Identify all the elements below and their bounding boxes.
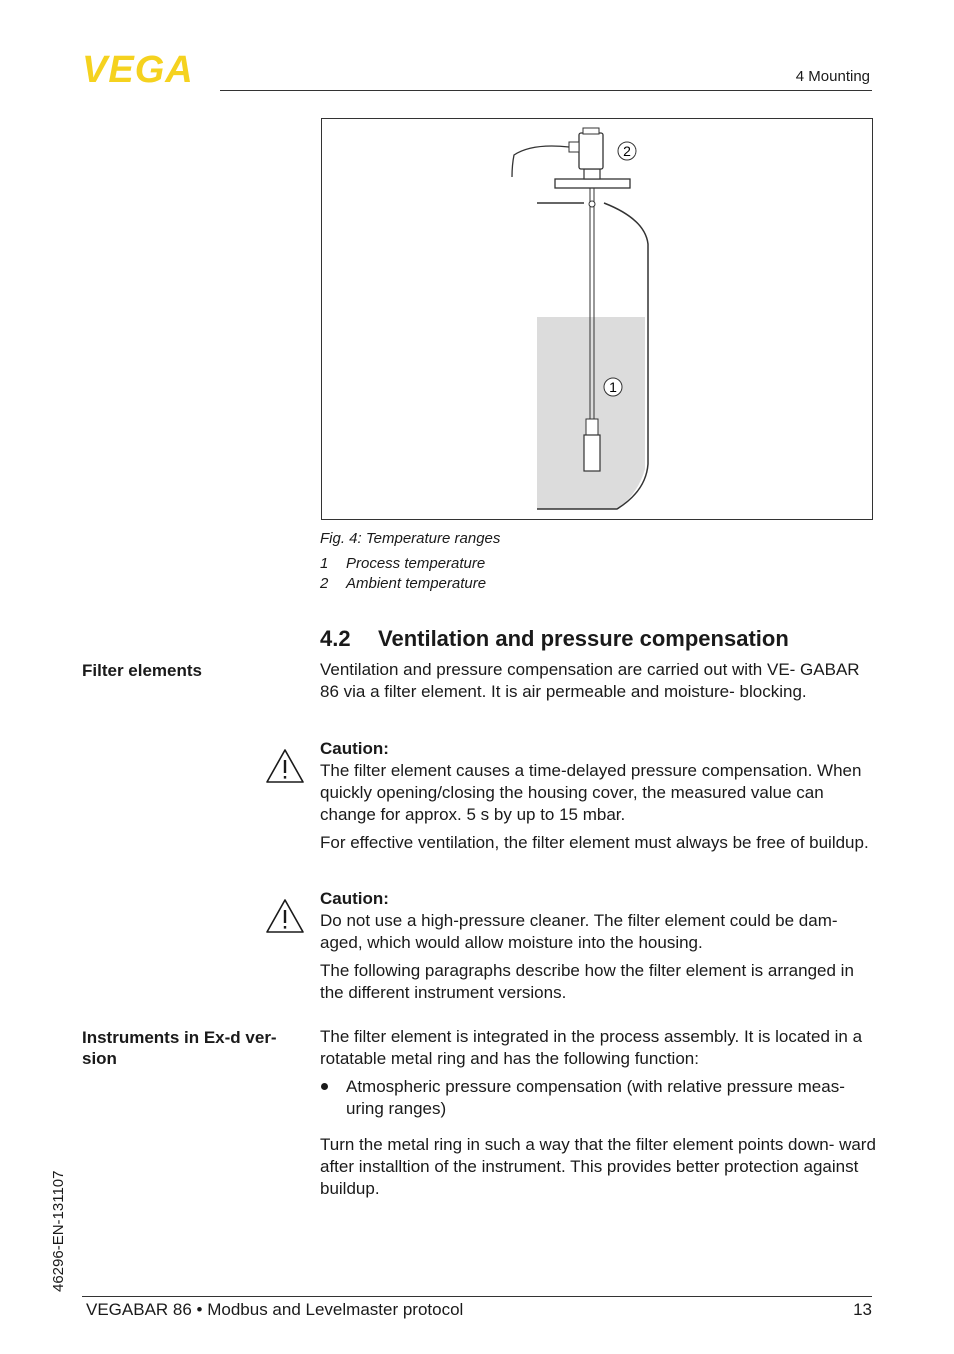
caution-title: Caution: [320,739,389,758]
callout-2-label: 2 [623,143,631,159]
logo-text: VEGA [82,52,194,84]
sidebar-filter-elements: Filter elements [82,661,202,680]
vega-logo [82,52,212,84]
section-number: 4.2 [320,626,351,651]
document-id: 46296-EN-131107 [50,1170,67,1292]
legend-number: 2 [320,575,329,592]
header-rule [220,90,872,91]
footer-title: VEGABAR 86 • Modbus and Levelmaster protocol [86,1300,464,1319]
paragraph: For effective ventilation, the filter element must always be free of buildup. [320,833,869,852]
footer-rule [82,1296,872,1297]
bullet-dot [321,1083,328,1090]
legend-item [320,575,486,592]
legend-item [320,555,485,572]
paragraph: The following paragraphs describe how the filter element is arranged in the different instrument versions. [320,961,854,1002]
callout-1-label: 1 [609,379,617,395]
paragraph: Ventilation and pressure compensation are carried out with VE- GABAR 86 via a filter element. It is air permeable and moisture- blocking. [320,660,860,701]
cable-gland [569,142,579,152]
flange [555,179,630,188]
legend-number: 1 [320,555,329,572]
figure-caption: Fig. 4: Temperature ranges [320,530,501,547]
housing [579,133,603,169]
legend-label: Ambient temperature [346,575,487,592]
paragraph: Turn the metal ring in such a way that the filter element points down- ward after installtion of the instrument. This provides better protection against buildup. [320,1135,876,1198]
page-number: 13 [853,1300,872,1319]
caution-text: Do not use a high-pressure cleaner. The filter element could be dam- aged, which would allow moisture into the housing. [320,911,838,952]
figure-drawing [322,119,874,521]
warning-icon [265,898,305,934]
section-title: Ventilation and pressure compensation [378,626,789,651]
process-fitting [584,169,600,179]
legend-label: Process temperature [346,555,486,572]
probe-body [584,435,600,471]
caution-text: The filter element causes a time-delayed pressure compensation. When quickly opening/closing the housing cover, the measured value can change for approx. 5 s by up to 15 mbar. [320,761,862,824]
warning-icon [265,748,305,784]
paragraph: The filter element is integrated in the process assembly. It is located in a rotatable metal ring and has the following function: [320,1027,863,1068]
section-heading [320,626,789,652]
bullet-item: Atmospheric pressure compensation (with relative pressure meas- uring ranges) [346,1077,845,1118]
medium-fill [537,317,645,509]
section-label: 4 Mounting [795,68,870,85]
cable [512,146,569,177]
sidebar-exd-version: Instruments in Ex-d ver- sion [82,1028,277,1068]
housing-cap [583,128,599,134]
caution-title: Caution: [320,889,389,908]
figure-temperature-ranges [321,118,873,520]
probe-top [586,419,598,435]
